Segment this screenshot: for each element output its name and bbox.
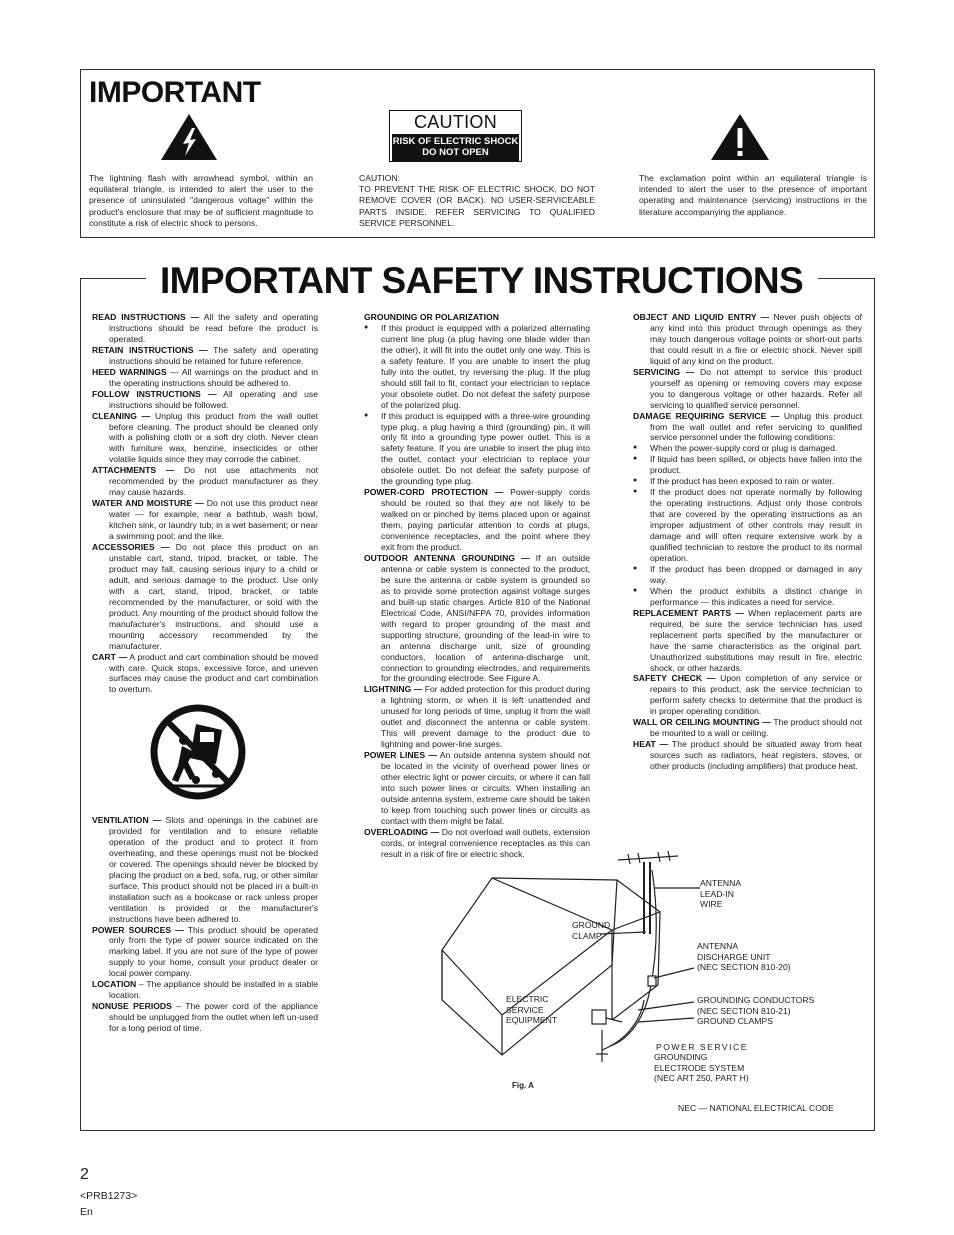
column-2-items (364, 487, 590, 859)
instruction-heading: POWER SOURCES — (92, 924, 184, 935)
language-code: En (80, 1206, 93, 1218)
instruction-text: The product should not be mounted to a wall or ceiling. (650, 717, 862, 739)
column-3-items-a (633, 312, 862, 443)
instruction-item (633, 717, 862, 739)
instruction-text: When replacement parts are required, be sure the service technician has used replacement parts specified by the manufacturer or have the same characteristics as the original part. Unauthorized substitutions may result in fire, electric shock, or other hazards. (650, 607, 862, 673)
instruction-text: All operating and use instructions should be followed. (109, 388, 318, 410)
instruction-text: Slots and openings in the cabinet are provided for ventilation and to ensure reliable operation of the product and to protect it from overheating, and these openings must not be blocked or covered. The openings should never be blocked by placing the product on a bed, sofa, rug, or other similar surface. This product should not be placed in a built-in installation such as a bookcase or rack unless proper ventilation is provided or the manufacturer's instructions have been adhered to. (109, 815, 318, 924)
instruction-heading: CART — (92, 651, 128, 662)
grounding-heading: GROUNDING OR POLARIZATION (364, 312, 499, 322)
instruction-heading: CLEANING — (92, 410, 151, 421)
instruction-item (364, 750, 590, 827)
exclamation-warning-icon (709, 112, 771, 162)
bullet-item: ● If the product has been exposed to rain or water. (633, 476, 862, 487)
label-discharge-unit: ANTENNA DISCHARGE UNIT (NEC SECTION 810-20) (697, 941, 791, 972)
instruction-text: The product should be situated away from heat sources such as radiators, heat registers, stoves, or other products (including amplifiers) that produce heat. (650, 739, 862, 772)
column-2 (364, 312, 590, 860)
instruction-heading: SAFETY CHECK — (633, 673, 716, 684)
instruction-heading: DAMAGE REQUIRING SERVICE — (633, 410, 780, 421)
instruction-heading: OVERLOADING — (364, 826, 440, 837)
lightning-description: The lightning flash with arrowhead symbol, within an equilateral triangle, is intended to alert the user to the presence of uninsulated "dangerous voltage" within the product's enclosure that may be of sufficient magnitude to constitute a risk of electric shock to persons. (89, 173, 313, 228)
instruction-text: Do not attempt to service this product yourself as opening or removing covers may expose you to dangerous voltage or other hazards. Refer all servicing to qualified service personnel. (650, 366, 862, 410)
caution-body: TO PREVENT THE RISK OF ELECTRIC SHOCK, DO NOT REMOVE COVER (OR BACK). NO USER-SERVICEABLE PARTS INSIDE. REFER SERVICING TO QUALIFIED SERVICE PERSONNEL. (359, 184, 595, 228)
instruction-item (633, 367, 862, 411)
instruction-item (92, 312, 318, 345)
column-1-items (92, 312, 318, 695)
instruction-text: — All warnings on the product and in the operating instructions should be adhered to. (109, 366, 319, 388)
caution-description (359, 173, 595, 229)
label-grounding-conductors: GROUNDING CONDUCTORS (NEC SECTION 810-21) GROUND CLAMPS (697, 995, 815, 1026)
model-code: <PRB1273> (80, 1190, 138, 1202)
caution-risk-line-1: RISK OF ELECTRIC SHOCK (392, 136, 519, 147)
instruction-heading: VENTILATION — (92, 815, 162, 825)
safety-title: IMPORTANT SAFETY INSTRUCTIONS (160, 260, 804, 301)
caution-heading: CAUTION: (359, 173, 401, 183)
instruction-item (633, 411, 862, 444)
instruction-text: Do not use this product near water — for example, near a bathtub, wash bowl, kitchen sink, or laundry tub; in a wet basement; or near a swimming pool; and the like. (109, 498, 318, 542)
instruction-text: – The power cord of the appliance should be unplugged from the outlet when left un-used for a long period of time. (109, 1001, 318, 1034)
instruction-text: – The appliance should be installed in a stable location. (109, 979, 318, 1001)
column-3-items-b (633, 608, 862, 772)
instruction-item (92, 367, 318, 389)
instruction-heading: READ INSTRUCTIONS — (92, 312, 200, 322)
instruction-text: Unplug this product from the wall outlet and refer servicing to qualified service personnel under the following conditions: (650, 410, 862, 443)
instruction-item (92, 542, 318, 652)
caution-word: CAUTION (413, 112, 498, 132)
instruction-text: A product and cart combination should be moved with care. Quick stops, excessive force, and uneven surfaces may cause the product and cart combination to overturn. (109, 651, 318, 695)
bullet-item: ● If this product is equipped with a polarized alternating current line plug (a plug having one blade wider than the other), it will fit into the outlet only one way. This is a safety feature. If you are unable to insert the plug fully into the outlet, try reversing the plug. If the plug should still fail to fit, contact your electrician to replace your obsolete outlet. Do not defeat the safety purpose of the polarized plug. (364, 323, 590, 411)
instruction-heading: WATER AND MOISTURE — (92, 498, 204, 509)
no-cart-tipping-icon (150, 704, 246, 800)
instruction-heading: FOLLOW INSTRUCTIONS — (92, 388, 217, 399)
instruction-heading: LOCATION (92, 979, 137, 990)
instruction-item (364, 553, 590, 684)
instruction-text: An outside antenna system should not be located in the vicinity of overhead power lines or other electric light or power circuits, or where it can fall into such power lines or circuits. When installing an outside antenna system, extreme care should be taken to keep from touching such power lines or circuits as contact with them might be fatal. (381, 750, 590, 826)
bullet-item: ● If the product does not operate normally by following the operating instructions. Adjust only those controls that are covered by the operating instructions as an improper adjustment of other controls may result in damage and will often require extensive work by a qualified technician to restore the product to its normal operation. (633, 487, 862, 564)
instruction-item (92, 815, 318, 925)
damage-conditions-bullets (633, 443, 862, 607)
instruction-item (92, 498, 318, 542)
nec-footnote: NEC — NATIONAL ELECTRICAL CODE (678, 1103, 834, 1113)
important-title: IMPORTANT (89, 76, 261, 109)
instruction-item (364, 684, 590, 750)
instruction-item (92, 411, 318, 466)
instruction-item (92, 389, 318, 411)
instruction-text: This product should be operated only from the type of power source indicated on the marking label. If you are not sure of the type of power supply to your home, consult your product dealer or local power company. (109, 924, 318, 979)
instruction-text: The safety and operating instructions should be retained for future reference. (109, 344, 319, 366)
instruction-item (633, 608, 862, 674)
label-ground-clamp: GROUND CLAMP (572, 920, 611, 941)
instruction-text: Unplug this product from the wall outlet before cleaning. The product should be cleaned only with a polishing cloth or a soft dry cloth. Never clean with furniture wax, benzine, insecticides or other volatile liquids since they may corrode the cabinet. (109, 410, 318, 465)
instruction-heading: ACCESSORIES — (92, 542, 170, 553)
caution-risk-banner (392, 134, 519, 161)
antenna-grounding-diagram (432, 850, 702, 1065)
lightning-warning-icon (159, 112, 219, 162)
label-electric-service: ELECTRIC SERVICE EQUIPMENT (506, 994, 558, 1025)
instruction-heading: NONUSE PERIODS (92, 1001, 172, 1012)
instruction-text: All the safety and operating instructions should be read before the product is operated. (109, 312, 318, 344)
instruction-heading: POWER-CORD PROTECTION — (364, 487, 504, 498)
label-antenna-lead-in: ANTENNA LEAD-IN WIRE (700, 878, 742, 909)
instruction-item (633, 739, 862, 772)
instruction-item (92, 345, 318, 367)
instruction-item (92, 465, 318, 498)
bullet-item: ● When the power-supply cord or plug is damaged. (633, 443, 862, 454)
bullet-item: ● If liquid has been spilled, or objects have fallen into the product. (633, 454, 862, 476)
instruction-text: Never push objects of any kind into this product through openings as they may touch dangerous voltage points or short-out parts that could result in a fire or electric shock. Never spill liquid of any kind on the product. (650, 312, 862, 366)
instruction-heading: RETAIN INSTRUCTIONS — (92, 344, 208, 355)
instruction-heading: HEAT — (633, 739, 669, 750)
column-1 (92, 312, 318, 695)
box-border-left (80, 278, 146, 279)
caution-risk-line-2: DO NOT OPEN (422, 147, 489, 158)
page-number: 2 (80, 1166, 89, 1183)
box-border-right (818, 278, 875, 279)
label-power-service: POWER SERVICE (656, 1042, 748, 1052)
instruction-item (92, 925, 318, 980)
instruction-heading: POWER LINES — (364, 750, 437, 761)
instruction-item (364, 487, 590, 553)
figure-caption: Fig. A (512, 1081, 534, 1090)
grounding-bullets (364, 323, 590, 487)
instruction-heading: OUTDOOR ANTENNA GROUNDING — (364, 552, 530, 563)
bullet-item: ● If the product has been dropped or damaged in any way. (633, 564, 862, 586)
instruction-text: Upon completion of any service or repairs to this product, ask the service technician to perform safety checks to determine that the product is in proper operating condition. (650, 673, 862, 717)
instruction-heading: ATTACHMENTS — (92, 465, 175, 476)
exclamation-description: The exclamation point within an equilateral triangle is intended to alert the user to the presence of important operating and maintenance (servicing) instructions in the literature accompanying the appliance. (639, 173, 867, 217)
column-1-lower (92, 815, 318, 1034)
bullet-item: ● When the product exhibits a distinct change in performance — this indicates a need for service. (633, 586, 862, 608)
bullet-item: ● If this product is equipped with a three-wire grounding type plug, a plug having a third (grounding) pin, it will only fit into a grounding type power outlet. This is a safety feature. If you are unable to insert the plug into the outlet, contact your electrician to replace your obsolete outlet. Do not defeat the safety purpose of the grounding type plug. (364, 411, 590, 488)
instruction-item (633, 312, 862, 367)
column-3 (633, 312, 862, 772)
label-grounding-electrode: GROUNDING ELECTRODE SYSTEM (NEC ART 250, PART H) (654, 1052, 749, 1083)
instruction-text: Do not overload wall outlets, extension cords, or integral convenience receptacles as this can result in a risk of fire or electric shock. (381, 826, 590, 859)
instruction-heading: OBJECT AND LIQUID ENTRY — (633, 312, 770, 322)
instruction-heading: LIGHTNING — (364, 684, 423, 695)
important-box (80, 69, 875, 238)
instruction-item (92, 1001, 318, 1034)
instruction-heading: SERVICING — (633, 366, 695, 377)
instruction-item (92, 979, 318, 1001)
instruction-heading: REPLACEMENT PARTS — (633, 607, 744, 618)
caution-label-box (389, 110, 522, 162)
instruction-heading: HEED WARNINGS (92, 366, 167, 377)
instruction-heading: WALL OR CEILING MOUNTING — (633, 717, 771, 728)
document-code (80, 1188, 137, 1220)
instruction-text: Do not use attachments not recommended by the product manufacturer as they may cause hazards. (109, 465, 318, 498)
column-1-lower-items (92, 815, 318, 1034)
instruction-text: For added protection for this product during a lightning storm, or when it is left unattended and unused for long periods of time, unplug it from the wall outlet and disconnect the antenna or cable system. This will prevent damage to the product due to lightning and power-line surges. (381, 684, 590, 750)
instruction-text: Power-supply cords should be routed so that they are not likely to be walked on or pinched by items placed upon or against them, paying particular attention to cords at plugs, convenience receptacles, and the point where they exit from the product. (381, 487, 590, 553)
instruction-text: If an outside antenna or cable system is connected to the product, be sure the antenna or cable system is grounded so as to provide some protection against voltage surges and built-up static charges. Article 810 of the National Electrical Code, ANSI/NFPA 70, provides information with regard to proper grounding of the mast and supporting structure, grounding of the lead-in wire to an antenna discharge unit, size of grounding conductors, location of antenna-discharge unit, connection to grounding electrodes, and requirements for the grounding electrode. See Figure A. (381, 552, 590, 684)
instruction-item (92, 652, 318, 696)
instruction-item (633, 673, 862, 717)
instruction-text: Do not place this product on an unstable cart, stand, tripod, bracket, or table. The product may fall, causing serious injury to a child or adult, and serious damage to the product. Use only with a cart, stand, tripod, bracket, or table recommended by the manufacturer, or sold with the product. Any mounting of the product should follow the manufacturer's instructions, and should use a mounting accessory recommended by the manufacturer. (109, 542, 318, 651)
